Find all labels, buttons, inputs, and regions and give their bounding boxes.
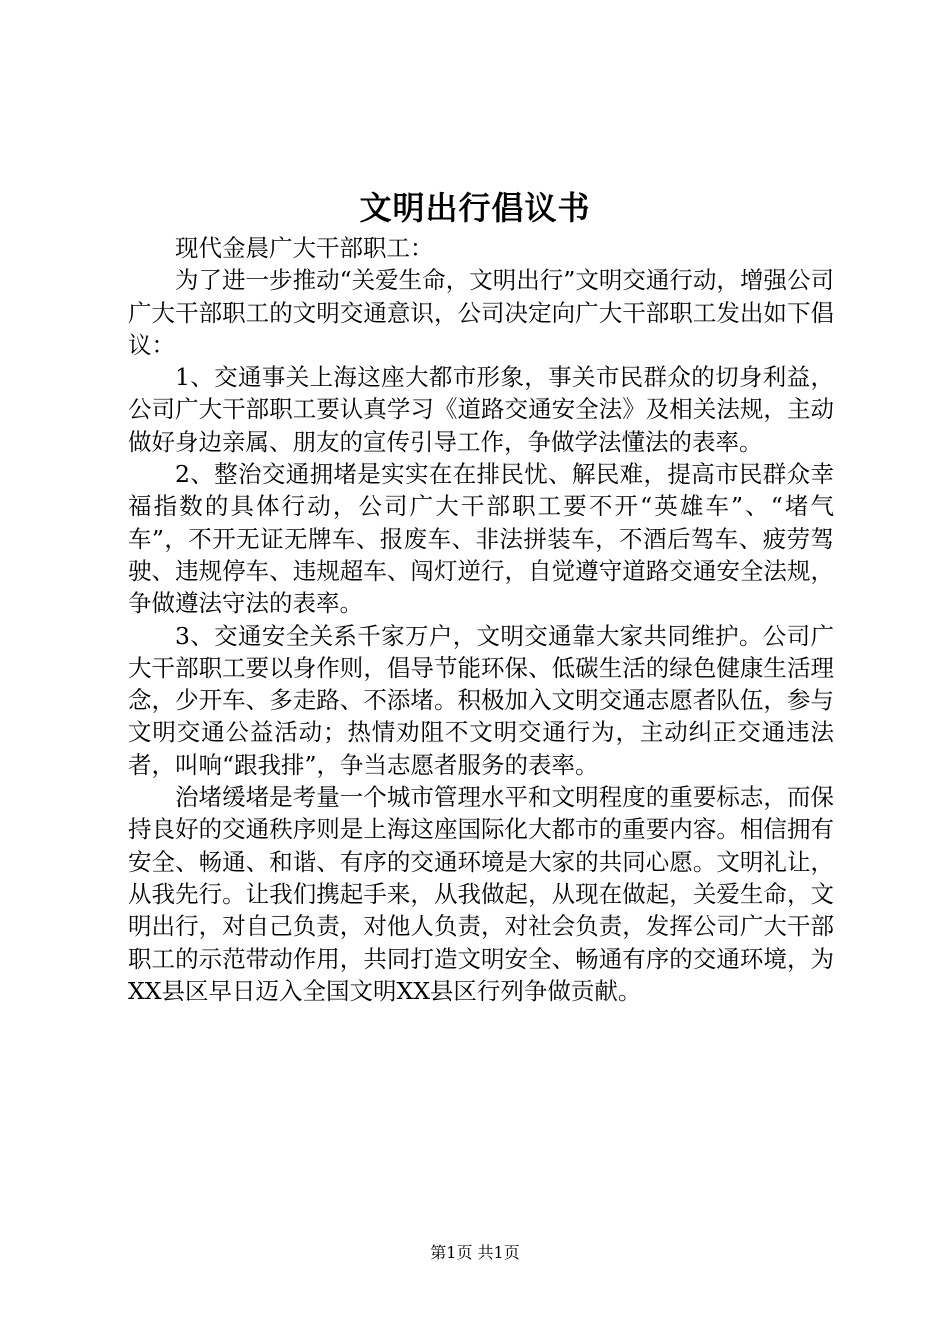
document-title: 文明出行倡议书 xyxy=(359,189,591,227)
paragraph-item-1: 1、交通事关上海这座大都市形象，事关市民群众的切身利益，公司广大干部职工要认真学习《道路交通安全法》及相关法规，主动做好身边亲属、朋友的宣传引导工作，争做学法懂法的表率。 xyxy=(128,363,834,456)
paragraph-intro: 为了进一步推动“关爱生命，文明出行”文明交通行动，增强公司广大干部职工的文明交通意识，公司决定向广大干部职工发出如下倡议： xyxy=(128,266,834,359)
paragraph-item-2: 2、整治交通拥堵是实实在在排民忧、解民难，提高市民群众幸福指数的具体行动，公司广大干部职工要不开“英雄车”、“堵气车”，不开无证无牌车、报废车、非法拼装车，不酒后驾车、疲劳驾驶、违规停车、违规超车、闯灯逆行，自觉遵守道路交通安全法规，争做遵法守法的表率。 xyxy=(128,460,834,618)
paragraph-item-3: 3、交通安全关系千家万户，文明交通靠大家共同维护。公司广大干部职工要以身作则，倡导节能环保、低碳生活的绿色健康生活理念，少开车、多走路、不添堵。积极加入文明交通志愿者队伍，参与文明交通公益活动；热情劝阻不文明交通行为，主动纠正交通违法者，叫响“跟我排”，争当志愿者服务的表率。 xyxy=(128,621,834,779)
document-body xyxy=(128,232,834,1007)
page-footer: 第1页 共1页 xyxy=(430,1243,520,1262)
salutation: 现代金晨广大干部职工： xyxy=(175,234,434,262)
paragraph-conclusion: 治堵缓堵是考量一个城市管理水平和文明程度的重要标志，而保持良好的交通秩序则是上海这座国际化大都市的重要内容。相信拥有安全、畅通、和谐、有序的交通环境是大家的共同心愿。文明礼让，从我先行。让我们携起手来，从我做起，从现在做起，关爱生命，文明出行，对自己负责，对他人负责，对社会负责，发挥公司广大干部职工的示范带动作用，共同打造文明安全、畅通有序的交通环境，为XX县区早日迈入全国文明XX县区行列争做贡献。 xyxy=(128,783,834,1005)
